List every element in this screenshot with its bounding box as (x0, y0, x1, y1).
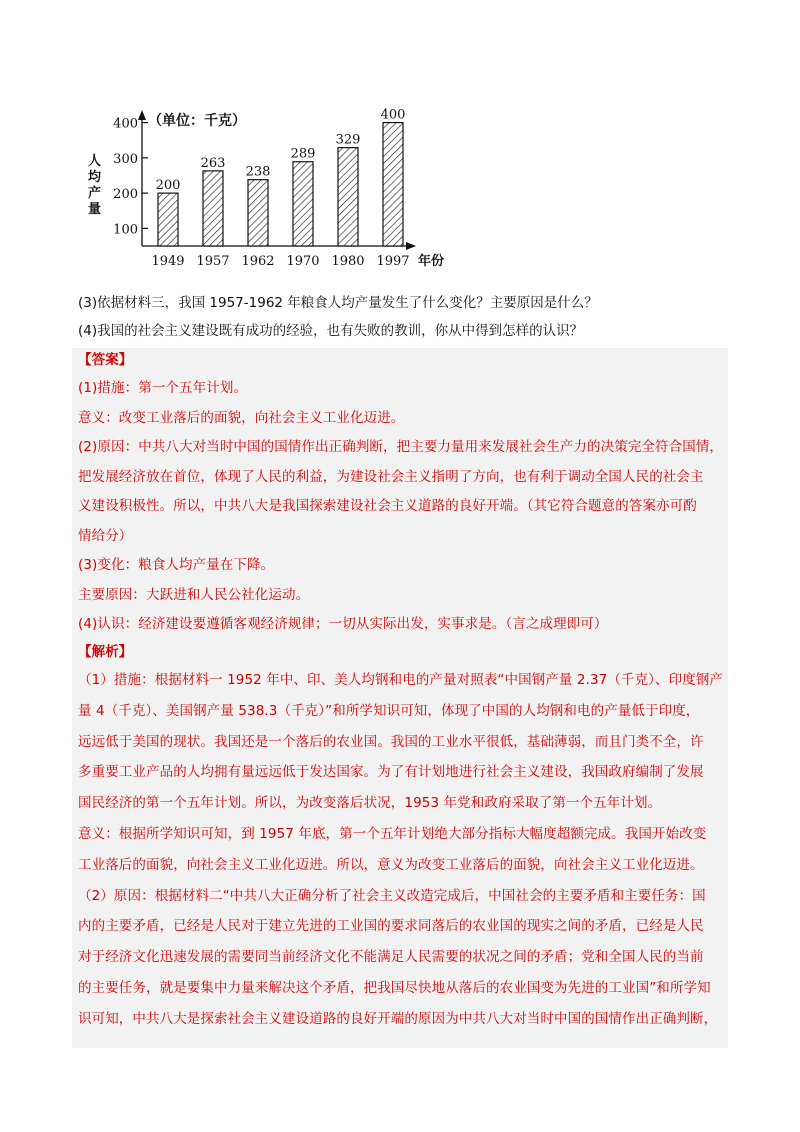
answer-line: (4)认识：经济建设要遵循客观经济规律；一切从实际出发，实事求是。（言之成理即可） (78, 616, 608, 632)
y-axis-arrow (138, 110, 146, 120)
grain-per-capita-bar-chart (78, 108, 468, 273)
y-tick-label: 400 (113, 116, 138, 132)
answer-line: 主要原因：大跃进和人民公社化运动。 (78, 586, 310, 603)
analysis-line: （1）措施：根据材料一 1952 年中、印、美人均钢和电的产量对照表“中国钢产量 2.37（千克）、印度钢产 (78, 672, 724, 688)
bar-value-label: 289 (290, 146, 316, 162)
analysis-line: 识可知，中共八大是探索社会主义建设道路的良好开端的原因为中共八大对当时中国的国情作出正确判断， (78, 1010, 718, 1027)
bar-value-label: 263 (200, 155, 226, 171)
analysis-line: 多重要工业产品的人均拥有量远远低于发达国家。为了有计划地进行社会主义建设，我国政府编制了发展 (78, 764, 704, 781)
analysis-line: 对于经济文化迅速发展的需要同当前经济文化不能满足人民需要的状况之间的矛盾；党和全国人民的当前 (78, 949, 704, 966)
analysis-line: （2）原因：根据材料二“中共八大正确分析了社会主义改造完成后，中国社会的主要矛盾和主要任务：国 (78, 887, 706, 904)
bar-1962 (248, 180, 268, 246)
analysis-line: 国民经济的第一个五年计划。所以，为改变落后状况，1953 年党和政府采取了第一个五年计划。 (78, 795, 662, 812)
answer-line: 情给分） (78, 527, 133, 544)
x-axis-label: 年份 (418, 254, 445, 269)
y-tick-label: 300 (113, 151, 138, 167)
bar-value-label: 400 (380, 108, 406, 123)
analysis-line: 意义：根据所学知识可知，到 1957 年底，第一个五年计划绝大部分指标大幅度超额完成。我国开始改变 (78, 826, 707, 842)
bar-1970 (293, 162, 313, 246)
analysis-heading: 【解析】 (78, 644, 133, 660)
svg-text:均: 均 (88, 170, 102, 185)
analysis-line: 量 4（千克）、美国钢产量 538.3（千克）”和所学知识可知，体现了中国的人均钢和电的产量低于印度， (78, 702, 700, 719)
answer-line: (1)措施：第一个五年计划。 (78, 380, 248, 396)
bar-1980 (338, 148, 358, 246)
answer-line: 义建设积极性。所以，中共八大是我国探索建设社会主义道路的良好开端。（其它符合题意的答案亦可酌 (78, 498, 697, 514)
analysis-line: 的主要任务，就是要集中力量来解决这个矛盾，把我国尽快地从落后的农业国变为先进的工业国”和所学知 (78, 980, 711, 996)
bar-value-label: 200 (155, 178, 181, 194)
analysis-line: 远远低于美国的现状。我国还是一个落后的农业国。我国的工业水平很低，基础薄弱，而且门类不全，许 (78, 733, 704, 750)
analysis-line: 内的主要矛盾，已经是人民对于建立先进的工业国的要求同落后的农业国的现实之间的矛盾，已经是人民 (78, 918, 704, 935)
x-tick-label: 1962 (241, 254, 275, 269)
svg-text:人: 人 (88, 154, 102, 169)
y-axis-label (88, 154, 102, 217)
x-tick-label: 1949 (151, 254, 185, 269)
analysis-line: 工业落后的面貌，向社会主义工业化迈进。所以，意义为改变工业落后的面貌，向社会主义工业化迈进。 (78, 856, 704, 873)
x-tick-label: 1970 (286, 254, 320, 269)
x-tick-label: 1980 (331, 254, 365, 269)
bar-1997 (383, 123, 403, 246)
bar-1957 (203, 171, 223, 246)
chart-unit-label: （单位：千克） (148, 113, 246, 129)
bar-value-label: 329 (335, 132, 361, 148)
answer-line: 把发展经济放在首位，体现了人民的利益，为建设社会主义指明了方向，也有利于调动全国人民的社会主 (78, 468, 704, 485)
svg-text:量: 量 (88, 202, 102, 217)
bar-1949 (158, 193, 178, 246)
svg-text:产: 产 (88, 186, 102, 201)
y-tick-label: 200 (113, 187, 138, 203)
question-3: (3)依据材料三，我国 1957-1962 年粮食人均产量发生了什么变化？主要原因是什么？ (78, 295, 598, 311)
x-tick-label: 1957 (196, 254, 230, 269)
x-tick-label: 1997 (376, 254, 410, 269)
question-4: (4)我国的社会主义建设既有成功的经验，也有失败的教训，你从中得到怎样的认识？ (78, 323, 584, 339)
answer-line: (3)变化：粮食人均产量在下降。 (78, 557, 275, 573)
answer-line: 意义：改变工业落后的面貌，向社会主义工业化迈进。 (78, 409, 405, 426)
x-axis-arrow (406, 242, 416, 250)
answer-line: (2)原因：中共八大对当时中国的国情作出正确判断，把主要力量用来发展社会生产力的决策完全符合国情， (78, 439, 724, 455)
bar-value-label: 238 (245, 164, 271, 180)
answer-heading: 【答案】 (78, 352, 133, 368)
y-tick-label: 100 (113, 222, 138, 238)
